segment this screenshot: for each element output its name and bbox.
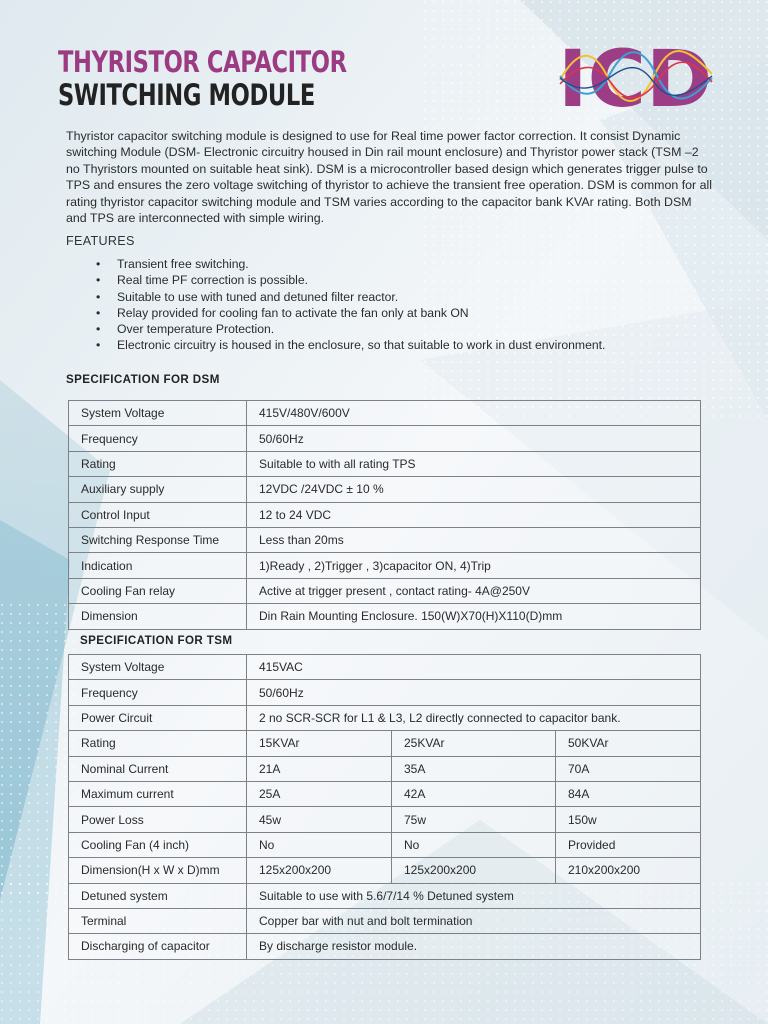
spec-label: Indication — [69, 553, 247, 578]
spec-label: System Voltage — [69, 655, 247, 680]
table-row — [69, 731, 701, 756]
table-row — [69, 832, 701, 857]
spec-label: Detuned system — [69, 883, 247, 908]
spec-value: 125x200x200 — [247, 858, 392, 883]
tsm-spec-table — [68, 654, 701, 960]
feature-text: Real time PF correction is possible. — [117, 273, 309, 288]
table-row — [69, 578, 701, 603]
feature-text: Suitable to use with tuned and detuned filter reactor. — [117, 289, 399, 304]
spec-value: 210x200x200 — [556, 858, 701, 883]
spec-value: 150w — [556, 807, 701, 832]
spec-label: Frequency — [69, 426, 247, 451]
table-row — [69, 401, 701, 426]
spec-value: 70A — [556, 756, 701, 781]
spec-value: 45w — [247, 807, 392, 832]
table-row — [69, 858, 701, 883]
table-row — [69, 553, 701, 578]
spec-label: Dimension(H x W x D)mm — [69, 858, 247, 883]
features-list — [96, 256, 716, 354]
table-row — [69, 477, 701, 502]
spec-label: Switching Response Time — [69, 527, 247, 552]
tsm-spec-heading: SPECIFICATION FOR TSM — [80, 634, 233, 647]
spec-value: 12VDC /24VDC ± 10 % — [247, 477, 701, 502]
table-row — [69, 908, 701, 933]
feature-text: Transient free switching. — [117, 257, 249, 271]
spec-value: 50/60Hz — [247, 680, 701, 705]
spec-value: 25A — [247, 781, 392, 806]
feature-item — [96, 256, 716, 272]
table-row — [69, 527, 701, 552]
spec-label: Power Loss — [69, 807, 247, 832]
bullet: • — [96, 257, 101, 271]
table-row — [69, 883, 701, 908]
bullet: • — [96, 322, 101, 337]
spec-value: By discharge resistor module. — [247, 934, 701, 959]
feature-item — [96, 305, 716, 321]
spec-value: Suitable to use with 5.6/7/14 % Detuned system — [247, 883, 701, 908]
title-line-2: SWITCHING MODULE — [58, 78, 315, 112]
feature-item — [96, 272, 716, 288]
spec-label: System Voltage — [69, 401, 247, 426]
title-line-1: THYRISTOR CAPACITOR — [58, 45, 347, 79]
table-row — [69, 705, 701, 730]
spec-value: Copper bar with nut and bolt termination — [247, 908, 701, 933]
table-row — [69, 655, 701, 680]
table-row — [69, 502, 701, 527]
bullet: • — [96, 273, 101, 288]
table-row — [69, 680, 701, 705]
spec-value: 50KVAr — [556, 731, 701, 756]
table-row — [69, 756, 701, 781]
spec-value: 42A — [392, 781, 556, 806]
spec-label: Terminal — [69, 908, 247, 933]
spec-value: 12 to 24 VDC — [247, 502, 701, 527]
spec-label: Rating — [69, 451, 247, 476]
spec-label: Discharging of capacitor — [69, 934, 247, 959]
spec-value: 415VAC — [247, 655, 701, 680]
spec-label: Control Input — [69, 502, 247, 527]
spec-value: Suitable to with all rating TPS — [247, 451, 701, 476]
spec-value: No — [392, 832, 556, 857]
spec-label: Power Circuit — [69, 705, 247, 730]
feature-text: Electronic circuitry is housed in the enclosure, so that suitable to work in dust environment. — [117, 338, 606, 353]
feature-text: Relay provided for cooling fan to activate the fan only at bank ON — [117, 305, 469, 320]
dsm-spec-table — [68, 400, 701, 630]
table-row — [69, 807, 701, 832]
feature-item — [96, 337, 716, 353]
spec-label: Cooling Fan relay — [69, 578, 247, 603]
spec-value: 75w — [392, 807, 556, 832]
spec-value: No — [247, 832, 392, 857]
bullet: • — [96, 338, 101, 353]
spec-value: 25KVAr — [392, 731, 556, 756]
intro-paragraph: Thyristor capacitor switching module is designed to use for Real time power factor correction. It consist Dynamic switching Module (DSM- Electronic circuitry housed in Din rail mount enclosure) and Thyristor power stack (TSM –2 no Thyristors mounted on suitable heat sink). DSM is a microcontroller based design which generates trigger pulse to TPS and ensures the zero voltage switching of thyristor to achieve the transient free operation. DSM is common for all rating thyristor capacitor switching module and TSM varies according to the capacitor bank KVAr rating. Both DSM and TPS are interconnected with simple wiring. — [66, 129, 713, 226]
bullet: • — [96, 289, 101, 304]
spec-label: Frequency — [69, 680, 247, 705]
dsm-spec-heading: SPECIFICATION FOR DSM — [66, 373, 220, 386]
spec-value: 84A — [556, 781, 701, 806]
spec-value: 1)Ready , 2)Trigger , 3)capacitor ON, 4)Trip — [247, 553, 701, 578]
table-row — [69, 426, 701, 451]
feature-item — [96, 321, 716, 337]
spec-value: 2 no SCR-SCR for L1 & L3, L2 directly connected to capacitor bank. — [247, 705, 701, 730]
icd-logo — [558, 40, 714, 114]
spec-label: Rating — [69, 731, 247, 756]
spec-value: Din Rain Mounting Enclosure. 150(W)X70(H)X110(D)mm — [247, 604, 701, 629]
logo-text: ICD — [558, 40, 712, 114]
spec-value: Active at trigger present , contact rating- 4A@250V — [247, 578, 701, 603]
spec-label: Cooling Fan (4 inch) — [69, 832, 247, 857]
bullet: • — [96, 305, 101, 320]
spec-value: 415V/480V/600V — [247, 401, 701, 426]
table-row — [69, 781, 701, 806]
feature-text: Over temperature Protection. — [117, 322, 275, 337]
spec-label: Maximum current — [69, 781, 247, 806]
spec-label: Nominal Current — [69, 756, 247, 781]
spec-value: Less than 20ms — [247, 527, 701, 552]
spec-value: 125x200x200 — [392, 858, 556, 883]
spec-label: Auxiliary supply — [69, 477, 247, 502]
spec-label: Dimension — [69, 604, 247, 629]
features-heading: FEATURES — [66, 234, 135, 248]
spec-value: 21A — [247, 756, 392, 781]
table-row — [69, 604, 701, 629]
table-row — [69, 451, 701, 476]
table-row — [69, 934, 701, 959]
spec-value: 35A — [392, 756, 556, 781]
spec-value: 15KVAr — [247, 731, 392, 756]
feature-item — [96, 289, 716, 305]
spec-value: Provided — [556, 832, 701, 857]
spec-value: 50/60Hz — [247, 426, 701, 451]
